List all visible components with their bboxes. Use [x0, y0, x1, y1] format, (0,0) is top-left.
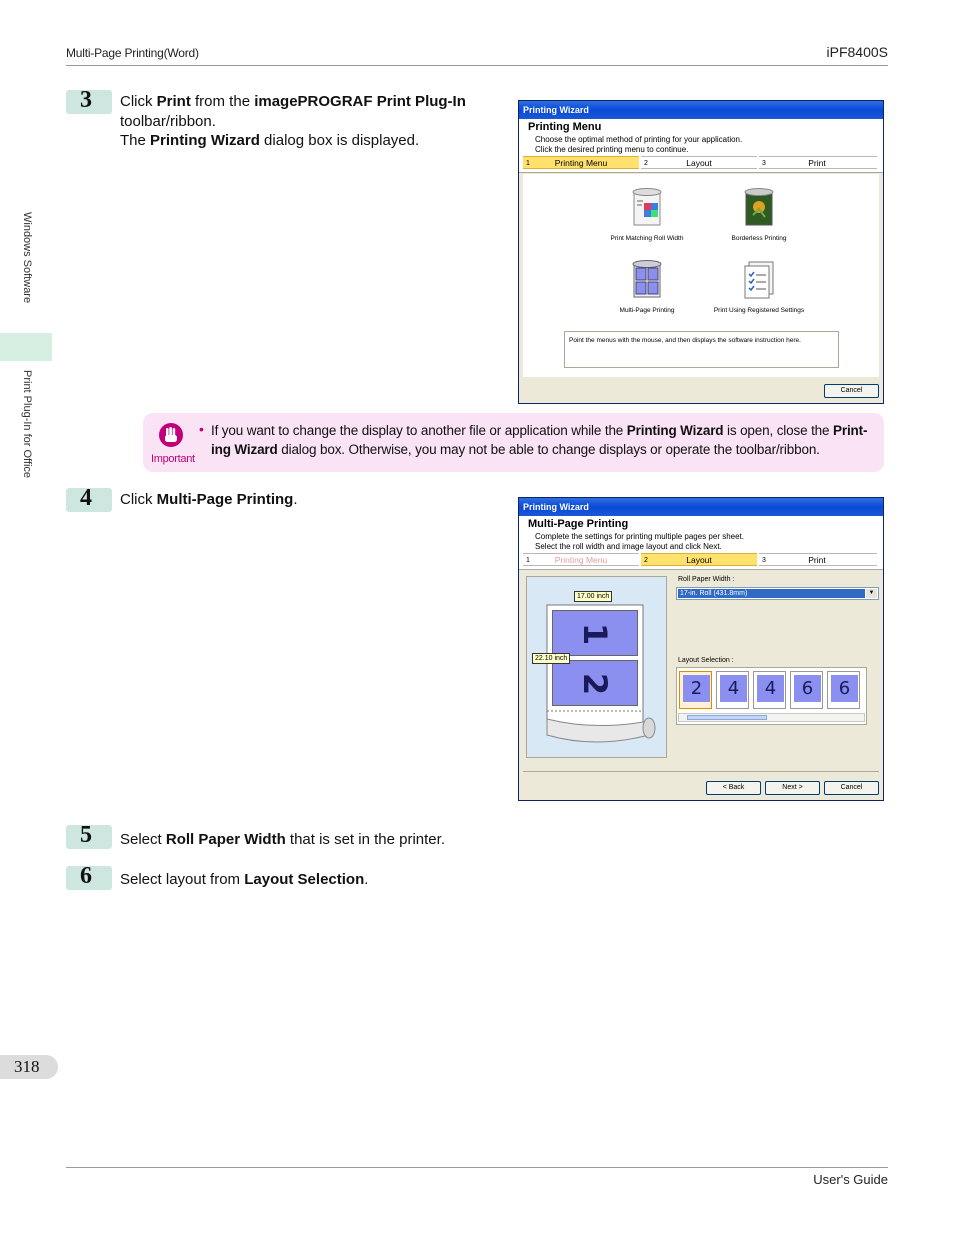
layout-preview-panel [526, 576, 667, 758]
layout-page-1-number: 1 [575, 622, 614, 646]
menu-borderless-printing[interactable] [711, 187, 807, 242]
printing-wizard-menu-window [518, 100, 884, 404]
step-4-bold: Multi-Page Printing [156, 491, 294, 508]
important-bold-wizard: Printing Wizard [626, 423, 724, 438]
step-3-text [120, 92, 466, 151]
breadcrumb-step-1 [523, 156, 639, 169]
wizard-heading: Multi-Page Printing [528, 518, 629, 530]
wizard-step-breadcrumb [523, 553, 879, 566]
side-tab-marker [0, 333, 52, 361]
important-bold-wizard-2: Print-ing Wizard [211, 423, 868, 457]
breadcrumb-step-2-num: 2 [644, 160, 648, 167]
header-rule [66, 65, 888, 66]
wizard-subtitle [535, 532, 744, 552]
important-label: Important [151, 453, 195, 465]
roll-width-icon [626, 187, 668, 229]
step-6-bold: Layout Selection [244, 871, 365, 888]
running-header-model: iPF8400S [826, 44, 888, 60]
important-text-b: is open, close the [723, 423, 833, 438]
side-subsection-label: Print Plug-In for Office [21, 370, 33, 479]
registered-settings-icon [738, 259, 780, 301]
instruction-box: Point the menus with the mouse, and then displays the software instruction here. [564, 331, 839, 368]
layout-selection-list [676, 667, 867, 725]
menu-print-registered-settings[interactable] [701, 259, 817, 314]
window-header-area [519, 516, 883, 570]
layout-thumb-4-pages-b[interactable] [753, 671, 786, 709]
step-4-badge [66, 485, 112, 512]
step-3-text-a: Click [120, 93, 157, 110]
cancel-button[interactable]: Cancel [824, 384, 879, 398]
roll-paper-width-label: Roll Paper Width : [678, 576, 735, 583]
step-3-text-d: The [120, 132, 151, 149]
step-3-badge [66, 87, 112, 114]
step-3-text-e: dialog box is displayed. [259, 132, 420, 149]
layout-thumb-6-pages-a-num: 6 [794, 675, 821, 702]
side-section-label: Windows Software [21, 212, 33, 304]
step-5-number: 5 [80, 822, 92, 848]
layout-horizontal-scrollbar[interactable] [678, 713, 865, 722]
breadcrumb-step-3 [759, 553, 877, 566]
breadcrumb-step-3-label: Print [808, 158, 826, 168]
breadcrumb-step-2-num: 2 [644, 557, 648, 564]
breadcrumb-step-1-num: 1 [526, 160, 530, 167]
layout-thumb-6-pages-b[interactable] [827, 671, 860, 709]
width-size-tag: 17.00 inch [574, 591, 612, 602]
next-button[interactable]: Next > [765, 781, 820, 795]
window-title-bar: Printing Wizard [519, 101, 883, 119]
multi-page-icon [626, 259, 668, 301]
wizard-subtitle [535, 135, 742, 155]
borderless-icon [738, 187, 780, 229]
step-5-badge [66, 822, 112, 849]
step-3-text-b: from the [190, 93, 255, 110]
roll-paper-width-select[interactable] [676, 587, 879, 600]
layout-thumb-6-pages-b-num: 6 [831, 675, 858, 702]
step-5-text [120, 830, 445, 850]
menu-borderless-printing-label: Borderless Printing [731, 235, 787, 242]
step-5-text-a: Select [120, 831, 166, 848]
layout-page-2 [552, 660, 638, 706]
height-size-tag: 22.10 inch [532, 653, 570, 664]
step-4-text-b: . [293, 491, 298, 508]
page-number: 318 [0, 1055, 58, 1079]
scrollbar-thumb[interactable] [687, 715, 767, 720]
layout-thumb-2-pages-num: 2 [683, 675, 710, 702]
button-divider [523, 771, 879, 772]
step-5-text-b: that is set in the printer. [285, 831, 445, 848]
step-4-number: 4 [80, 485, 92, 511]
breadcrumb-step-3 [759, 156, 877, 169]
breadcrumb-step-3-num: 3 [762, 160, 766, 167]
footer-rule [66, 1167, 888, 1168]
wizard-subtitle-line-1: Choose the optimal method of printing for your application. [535, 135, 743, 144]
step-6-number: 6 [80, 863, 92, 889]
layout-page-1 [552, 610, 638, 656]
cancel-button[interactable]: Cancel [824, 781, 879, 795]
breadcrumb-step-2-label: Layout [686, 555, 712, 565]
wizard-subtitle-line-2: Click the desired printing menu to continue. [535, 145, 689, 154]
important-text-c: dialog box. Otherwise, you may not be able to change displays or operate the toolbar/ribbon. [277, 442, 820, 457]
important-note [143, 413, 884, 472]
roll-paper-width-value: 17-in. Roll (431.8mm) [678, 589, 865, 598]
step-6-text-a: Select layout from [120, 871, 245, 888]
important-bullet: • [199, 421, 204, 437]
running-header-title: Multi-Page Printing(Word) [66, 46, 199, 60]
step-3-bold-print: Print [156, 93, 191, 110]
footer-guide: User's Guide [813, 1172, 888, 1187]
layout-thumb-2-pages[interactable] [679, 671, 712, 709]
step-3-bold-plugin: imagePROGRAF Print Plug-In [254, 93, 466, 110]
breadcrumb-step-2 [641, 553, 757, 566]
printing-wizard-layout-window [518, 497, 884, 801]
layout-thumb-4-pages-a-num: 4 [720, 675, 747, 702]
breadcrumb-step-2 [641, 156, 757, 169]
step-3-bold-wizard: Printing Wizard [150, 132, 260, 149]
step-4-text [120, 490, 298, 510]
layout-selection-label: Layout Selection : [678, 657, 734, 664]
step-6-text-b: . [364, 871, 369, 888]
layout-thumb-4-pages-b-num: 4 [757, 675, 784, 702]
menu-print-matching-roll-width[interactable] [599, 187, 695, 242]
step-6-badge [66, 863, 112, 890]
window-title-bar: Printing Wizard [519, 498, 883, 516]
layout-page-2-number: 2 [575, 672, 614, 696]
breadcrumb-step-2-label: Layout [686, 158, 712, 168]
step-4-text-a: Click [120, 491, 157, 508]
wizard-subtitle-line-1: Complete the settings for printing multiple pages per sheet. [535, 532, 745, 541]
layout-thumb-4-pages-a[interactable] [716, 671, 749, 709]
menu-multi-page-printing[interactable] [599, 259, 695, 314]
breadcrumb-step-1-num: 1 [526, 557, 530, 564]
menu-multi-page-printing-label: Multi-Page Printing [619, 307, 675, 314]
breadcrumb-step-1-label: Printing Menu [554, 555, 608, 565]
layout-thumb-6-pages-a[interactable] [790, 671, 823, 709]
wizard-heading: Printing Menu [528, 121, 602, 133]
breadcrumb-step-3-label: Print [808, 555, 826, 565]
wizard-step-breadcrumb [523, 156, 879, 169]
step-3-number: 3 [80, 87, 92, 113]
menu-print-registered-settings-label: Print Using Registered Settings [713, 307, 805, 314]
important-text-a: If you want to change the display to another file or application while the [211, 423, 627, 438]
step-5-bold: Roll Paper Width [165, 831, 286, 848]
step-3-text-c: toolbar/ribbon. [120, 112, 216, 130]
important-text [211, 421, 871, 459]
menu-print-matching-roll-width-label: Print Matching Roll Width [610, 235, 684, 242]
chevron-down-icon[interactable]: ▼ [866, 589, 877, 598]
important-hand-icon [156, 422, 186, 448]
back-button[interactable]: < Back [706, 781, 761, 795]
breadcrumb-step-3-num: 3 [762, 557, 766, 564]
breadcrumb-step-1 [523, 553, 639, 566]
breadcrumb-step-1-label: Printing Menu [554, 158, 608, 168]
window-header-area [519, 119, 883, 173]
wizard-subtitle-line-2: Select the roll width and image layout and click Next. [535, 542, 722, 551]
step-6-text [120, 870, 368, 890]
